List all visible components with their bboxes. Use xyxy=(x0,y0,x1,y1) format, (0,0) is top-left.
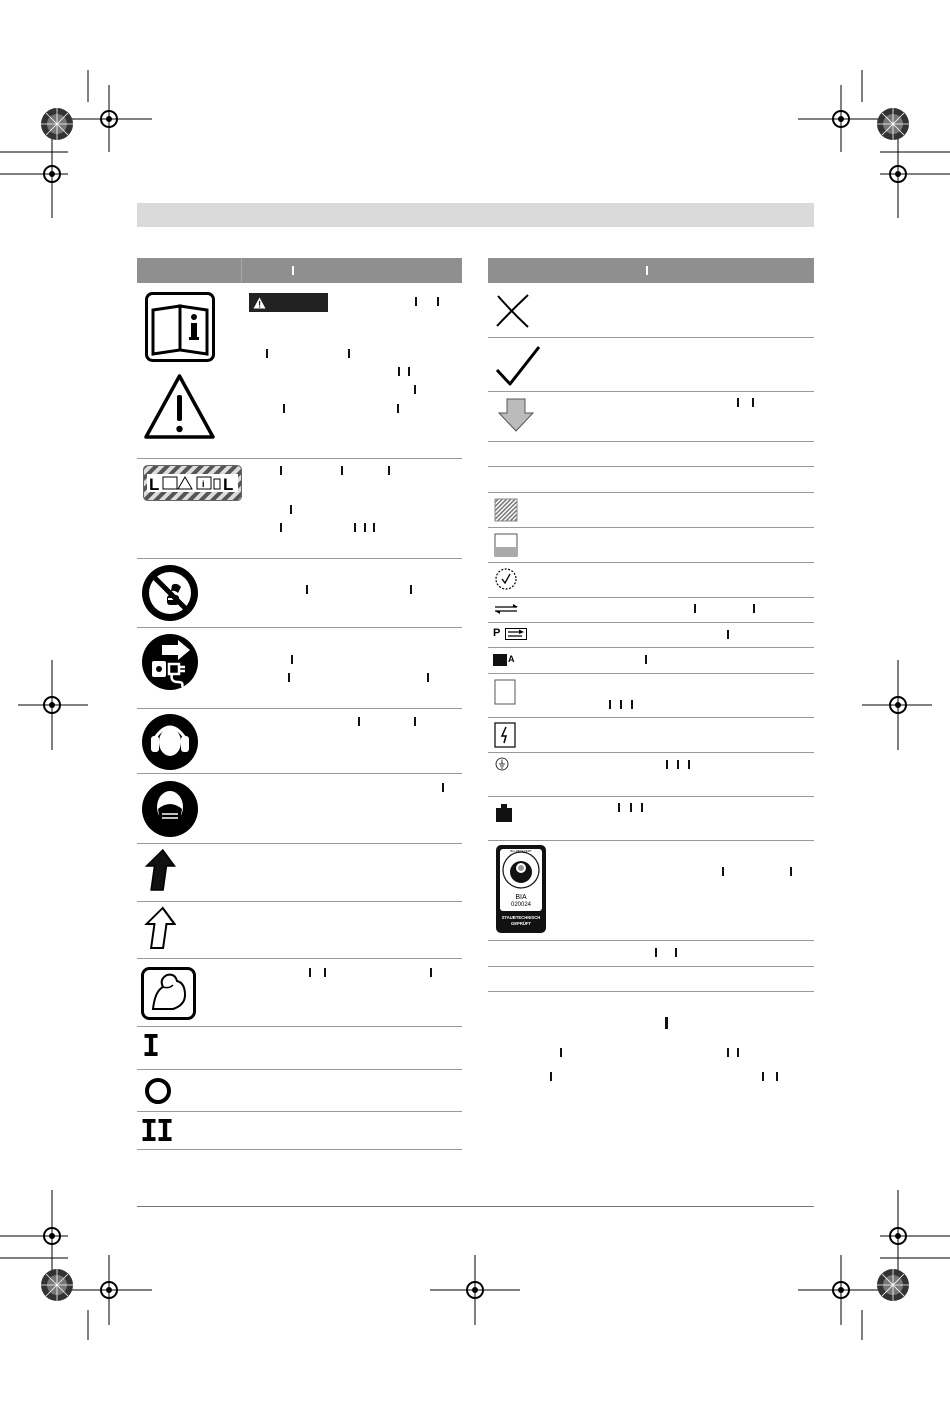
outline-arrow-up-icon xyxy=(142,906,176,950)
general-warning-icon xyxy=(143,373,216,441)
switch-position-two-icon: II xyxy=(140,1114,173,1149)
pressure-label: P xyxy=(493,627,501,639)
ear-protection-icon xyxy=(142,714,198,770)
check-mark-icon xyxy=(494,344,542,388)
pressure-arrow-icon xyxy=(505,628,527,640)
bia-bottom-line2: GEPRÜFT xyxy=(510,921,531,926)
right-table-header xyxy=(488,258,814,283)
svg-text:i: i xyxy=(202,479,205,489)
dial-gauge-icon xyxy=(494,567,518,591)
switch-position-zero-icon xyxy=(143,1076,173,1106)
flow-arrows-icon xyxy=(493,603,521,615)
gray-arrow-down-icon xyxy=(497,397,535,433)
footer-rule xyxy=(137,1206,814,1207)
lightning-rectangle-icon xyxy=(494,722,516,748)
bia-top-text: BG-PRÜFZERT xyxy=(510,849,532,853)
dust-mask-icon xyxy=(142,781,198,837)
hatched-square-icon xyxy=(494,498,518,522)
bia-number: 020024 xyxy=(510,902,532,908)
left-table-header xyxy=(137,258,462,283)
blank-rectangle-icon xyxy=(494,679,516,705)
filled-arrow-up-icon xyxy=(142,848,176,892)
svg-text:L: L xyxy=(223,475,234,494)
physical-strength-icon xyxy=(141,967,196,1020)
ground-symbol-icon xyxy=(495,757,509,771)
warning-signal-label xyxy=(249,293,328,312)
weight-icon xyxy=(495,803,513,823)
bia-name: BIA xyxy=(515,894,527,901)
cross-mark-icon xyxy=(494,292,532,330)
unplug-power-icon xyxy=(142,634,198,690)
bia-bottom-line1: STAUBTECHNISCH xyxy=(501,915,541,920)
no-stepping-icon xyxy=(142,565,198,621)
svg-text:L: L xyxy=(149,475,160,494)
current-block-icon xyxy=(493,654,507,666)
page-header-bar xyxy=(137,203,814,227)
bia-seal-icon xyxy=(502,851,540,889)
filled-bottom-square-icon xyxy=(494,533,518,557)
switch-position-one-icon: I xyxy=(142,1029,161,1064)
current-label: A xyxy=(508,654,515,664)
warning-triangle-icon xyxy=(253,297,266,309)
safety-label-icon xyxy=(143,465,242,501)
bia-certification-badge-icon xyxy=(496,845,546,933)
read-manual-icon xyxy=(145,292,215,362)
